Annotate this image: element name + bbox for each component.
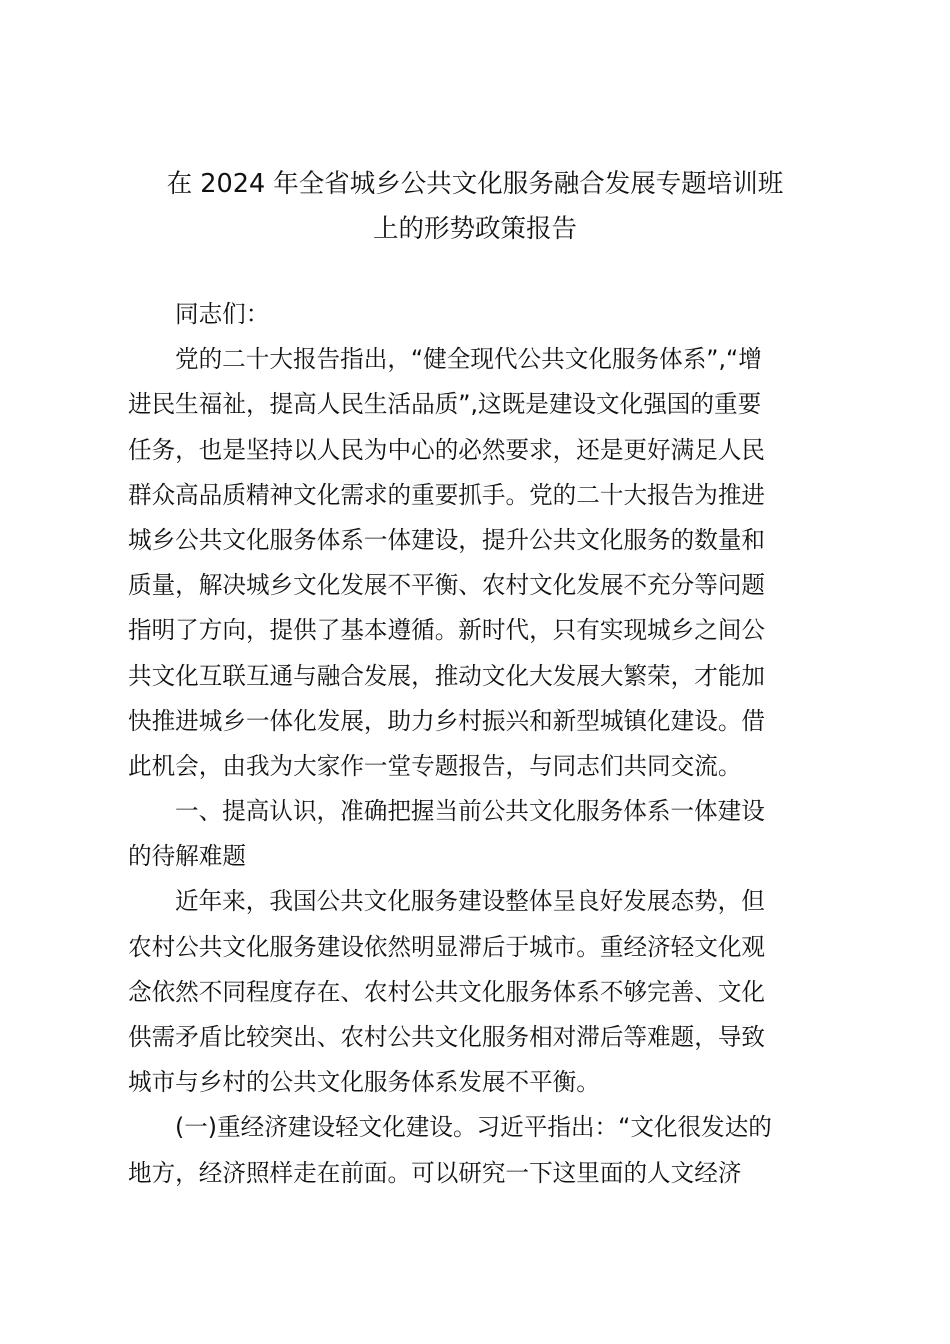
document-body — [128, 292, 820, 1196]
body-line: 农村公共文化服务建设依然明显滞后于城市。重经济轻文化观 — [128, 932, 766, 961]
body-line: 近年来，我国公共文化服务建设整体呈良好发展态势，但 — [175, 887, 765, 916]
salutation: 同志们： — [175, 300, 270, 328]
body-line: 任务，也是坚持以人民为中心的必然要求，还是更好满足人民 — [128, 435, 766, 464]
title-line-2: 上的形势政策报告 — [372, 214, 577, 244]
body-line: 群众高品质精神文化需求的重要抓手。党的二十大报告为推进 — [128, 480, 766, 509]
body-line: 共文化互联互通与融合发展，推动文化大发展大繁荣，才能加 — [128, 661, 766, 690]
section-heading-line: 一、提高认识，准确把握当前公共文化服务体系一体建设 — [175, 797, 765, 826]
body-line: 快推进城乡一体化发展，助力乡村振兴和新型城镇化建设。借 — [128, 706, 766, 735]
section-heading-line: 的待解难题 — [128, 842, 246, 871]
body-line: 进民生福祉，提高人民生活品质”,这既是建设文化强国的重要 — [128, 390, 762, 419]
body-line: 城市与乡村的公共文化服务体系发展不平衡。 — [128, 1068, 600, 1097]
body-line: 地方，经济照样走在前面。可以研究一下这里面的人文经济 — [128, 1158, 742, 1187]
body-line: 指明了方向，提供了基本遵循。新时代，只有实现城乡之间公 — [128, 616, 766, 645]
body-line: 质量，解决城乡文化发展不平衡、农村文化发展不充分等问题 — [128, 571, 766, 600]
subsection-line: (一)重经济建设轻文化建设。习近平指出：“文化很发达的 — [175, 1113, 772, 1142]
body-line: 此机会，由我为大家作一堂专题报告，与同志们共同交流。 — [128, 751, 742, 780]
body-line: 供需矛盾比较突出、农村公共文化服务相对滞后等难题，导致 — [128, 1023, 766, 1051]
body-line: 城乡公共文化服务体系一体建设，提升公共文化服务的数量和 — [128, 525, 766, 554]
document-title — [125, 162, 825, 252]
title-line-1: 在 2024 年全省城乡公共文化服务融合发展专题培训班 — [166, 169, 784, 199]
body-line: 党的二十大报告指出，“健全现代公共文化服务体系”,“增 — [175, 345, 762, 374]
body-line: 念依然不同程度存在、农村公共文化服务体系不够完善、文化 — [128, 977, 766, 1006]
